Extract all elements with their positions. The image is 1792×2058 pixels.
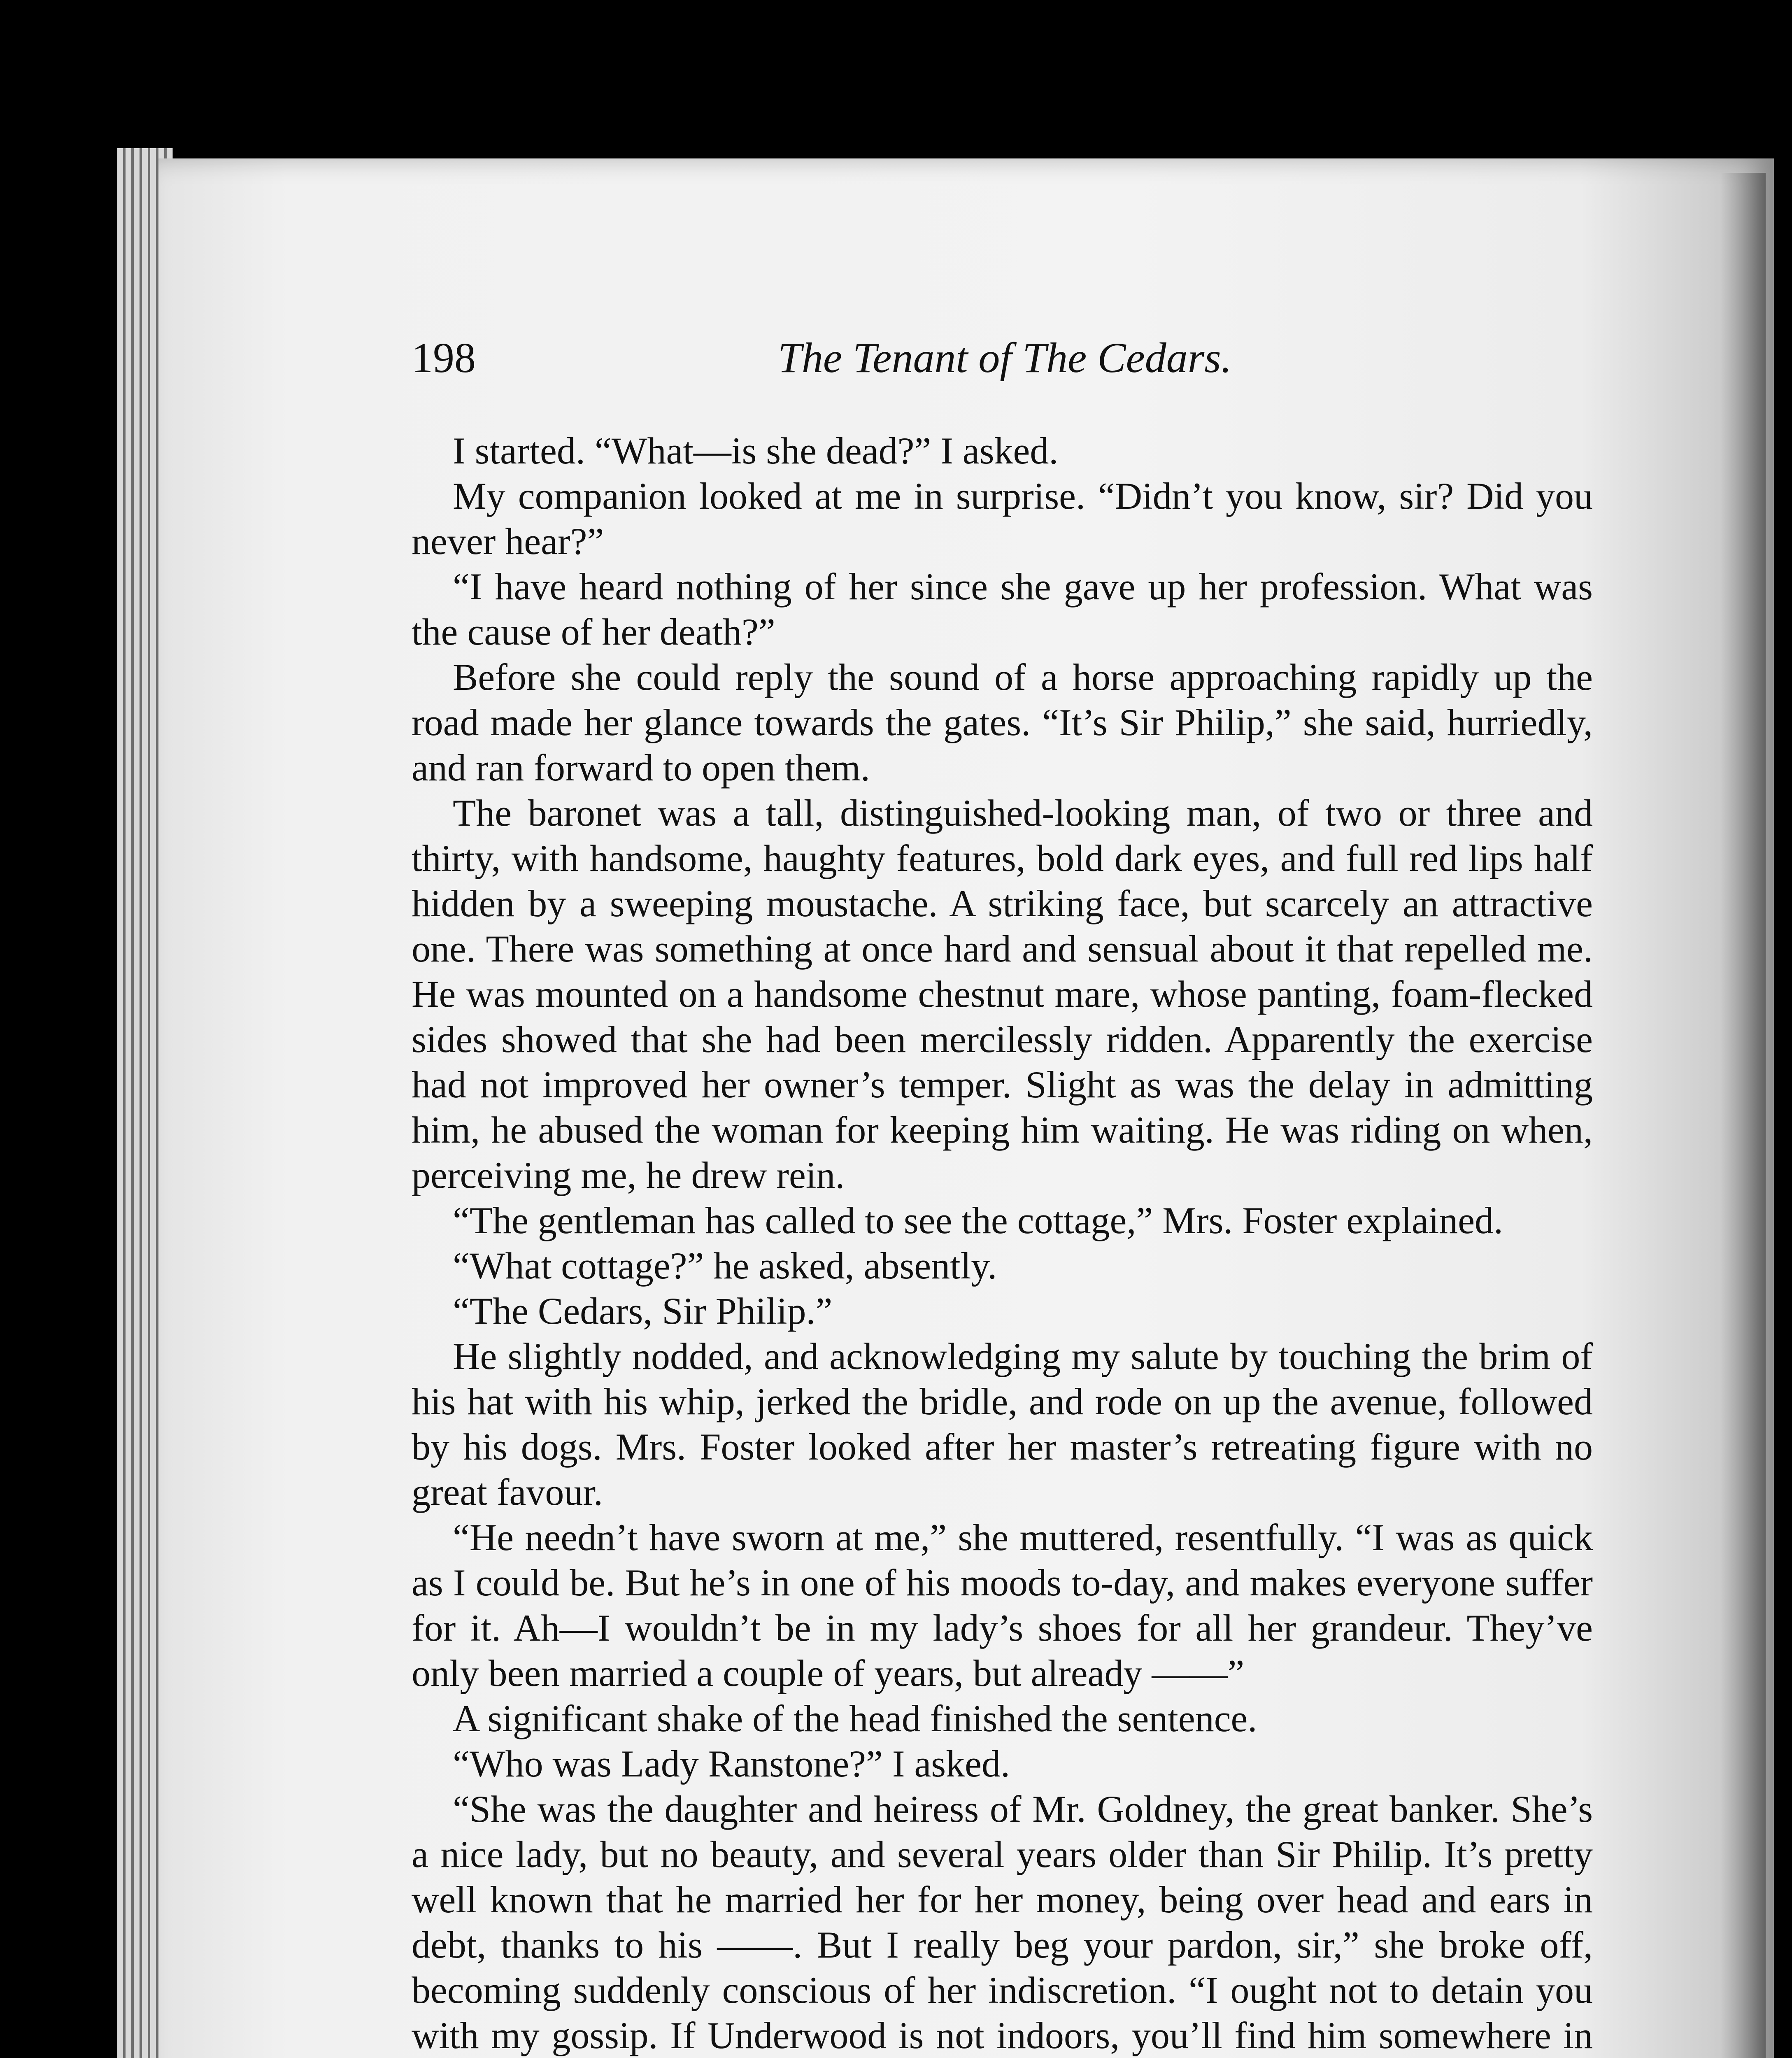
paragraph: “She was the daughter and heiress of Mr. Goldney, the great banker. She’s a nice lady, but no beauty, and several years older than Sir Philip. It’s pretty well known that he married her for her money, being over head and ears in debt, thanks to his ——. But I really beg your pardon, sir,” she broke off, becoming suddenly conscious of her indiscretion. “I ought not to detain you with my gossip. If Underwood is not indoors, you’ll find him somewhere in xyxy=(412,1788,1593,2056)
paragraph: “He needn’t have sworn at me,” she muttered, resentfully. “I was as quick as I could be. But he’s in one of his moods to-day, and makes everyone suffer for it. Ah—I wouldn’t be in my lady’s shoes for all her grandeur. They’ve only been married a couple of years, but already ——” xyxy=(412,1516,1593,1694)
paragraph: “The Cedars, Sir Philip.” xyxy=(453,1290,833,1332)
paragraph: Before she could reply the sound of a horse approaching rapidly up the road made her glance towards the gates. “It’s Sir Philip,” she said, hurriedly, and ran forward to open them. xyxy=(412,656,1593,789)
running-title: The Tenant of The Cedars. xyxy=(778,334,1232,382)
paragraph: “The gentleman has called to see the cottage,” Mrs. Foster explained. xyxy=(453,1199,1503,1241)
page-number: 198 xyxy=(412,334,476,382)
page-header xyxy=(412,333,1284,391)
paragraph: “What cottage?” he asked, absently. xyxy=(453,1245,997,1287)
paragraph: A significant shake of the head finished the sentence. xyxy=(453,1697,1257,1739)
page-gutter-shadow xyxy=(1720,173,1766,2058)
paragraph: I started. “What—is she dead?” I asked. xyxy=(453,430,1059,472)
paragraph: He slightly nodded, and acknowledging my salute by touching the brim of his hat with his whip, jerked the bridle, and rode on up the avenue, followed by his dogs. Mrs. Foster looked after her master’s retreating figure with no great favour. xyxy=(412,1335,1593,1513)
paragraph: “Who was Lady Ranstone?” I asked. xyxy=(453,1743,1010,1785)
paragraph: My companion looked at me in surprise. “Didn’t you know, sir? Did you never hear?” xyxy=(412,475,1593,562)
paragraph: “I have heard nothing of her since she gave up her profession. What was the cause of her death?” xyxy=(412,566,1593,653)
paragraph: The baronet was a tall, distinguished-looking man, of two or three and thirty, with handsome, haughty features, bold dark eyes, and full red lips half hidden by a sweeping moustache. A striking face, but scarcely an attractive one. There was something at once hard and sensual about it that repelled me. He was mounted on a handsome chestnut mare, whose panting, foam-flecked sides showed that she had been mercilessly ridden. Apparently the exercise had not improved her owner’s temper. Slight as was the delay in admitting him, he abused the woman for keeping him waiting. He was riding on when, perceiving me, he drew rein. xyxy=(412,792,1593,1196)
body-text xyxy=(412,428,1593,2058)
